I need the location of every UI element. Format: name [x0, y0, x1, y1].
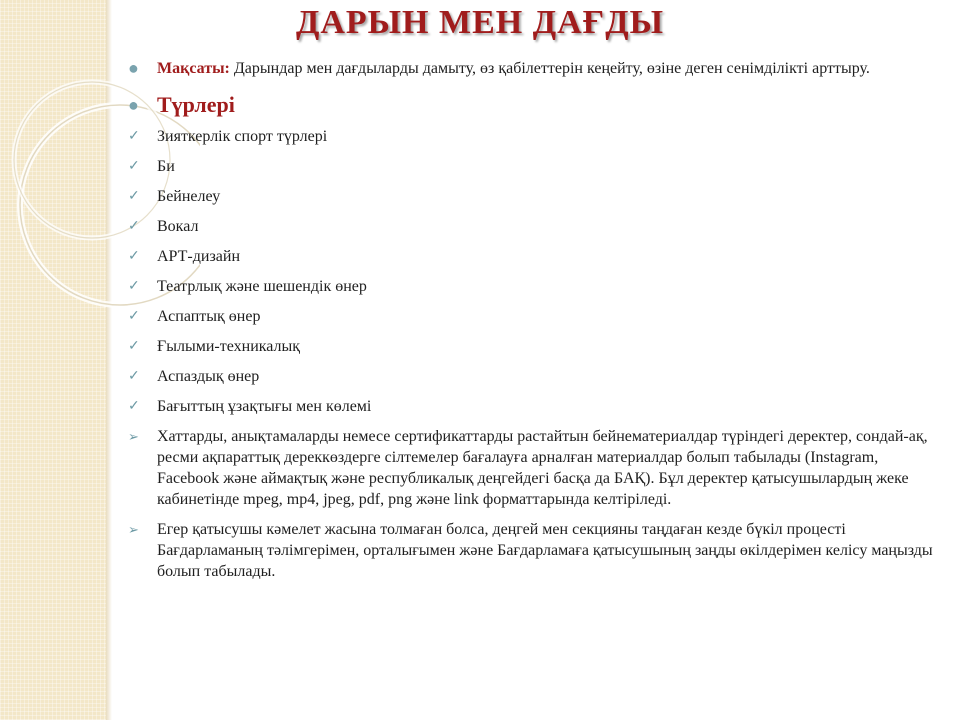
- list-item-text: Зияткерлік спорт түрлері: [157, 128, 328, 145]
- check-icon: ✓: [128, 249, 140, 264]
- list-item-text: Бейнелеу: [157, 188, 221, 205]
- list-item-text: Вокал: [157, 218, 199, 235]
- goal-item: [128, 58, 938, 79]
- note-item: [128, 426, 938, 510]
- bullet-dot-icon: ●: [128, 58, 139, 78]
- list-item-text: Театрлық және шешендік өнер: [157, 278, 367, 295]
- check-icon: ✓: [128, 369, 140, 384]
- slide-content: [128, 58, 938, 582]
- check-icon: ✓: [128, 219, 140, 234]
- list-item: [128, 396, 938, 417]
- check-icon: ✓: [128, 189, 140, 204]
- list-item: [128, 156, 938, 177]
- types-heading: Түрлері: [157, 92, 235, 117]
- types-heading-item: [128, 91, 938, 119]
- list-item: [128, 246, 938, 267]
- list-item-text: АРТ-дизайн: [157, 248, 240, 265]
- check-icon: ✓: [128, 339, 140, 354]
- check-icon: ✓: [128, 279, 140, 294]
- list-item: [128, 336, 938, 357]
- list-item: [128, 276, 938, 297]
- arrow-bullet-icon: ➢: [128, 522, 139, 537]
- list-item: [128, 186, 938, 207]
- note-text: Егер қатысушы кәмелет жасына толмаған болса, деңгей мен секцияны таңдаған кезде бүкіл процесті Бағдарламаның тәлімгерімен, орталығымен және Бағдарламаға қатысушының заңды өкілдерімен келісу маңызды болып табылады.: [157, 521, 933, 580]
- goal-label: Мақсаты:: [157, 60, 230, 77]
- arrow-bullet-icon: ➢: [128, 429, 139, 444]
- list-item-text: Аспаздық өнер: [157, 368, 260, 385]
- list-item-text: Бағыттың ұзақтығы мен көлемі: [157, 398, 372, 415]
- list-item: [128, 216, 938, 237]
- list-item: [128, 126, 938, 147]
- note-item: [128, 519, 938, 582]
- check-icon: ✓: [128, 309, 140, 324]
- check-icon: ✓: [128, 159, 140, 174]
- list-item-text: Ғылыми-техникалық: [157, 338, 301, 355]
- list-item: [128, 306, 938, 327]
- goal-text: Дарындар мен дағдыларды дамыту, өз қабілеттерін кеңейту, өзіне деген сенімділікті арттыру.: [229, 60, 870, 77]
- list-item-text: Би: [157, 158, 175, 175]
- list-item-text: Аспаптық өнер: [157, 308, 261, 325]
- list-item: [128, 366, 938, 387]
- check-icon: ✓: [128, 129, 140, 144]
- note-text: Хаттарды, анықтамаларды немесе сертификаттарды растайтын бейнематериалдар түріндегі деректер, сондай-ақ, ресми ақпараттық дереккөздерге сілтемелер бағалауға арналған материалдар болып табылады (Instagram, Facebook және аймақтық және республикалық деңгейдегі басқа да БАҚ). Бұл деректер қатысушылардың жеке кабинетінде mpeg, mp4, jpeg, pdf, png және link форматтарында келтіріледі.: [157, 428, 928, 508]
- check-icon: ✓: [128, 399, 140, 414]
- bullet-dot-icon: ●: [128, 95, 139, 115]
- slide-title: ДАРЫН МЕН ДАҒДЫ: [295, 4, 665, 41]
